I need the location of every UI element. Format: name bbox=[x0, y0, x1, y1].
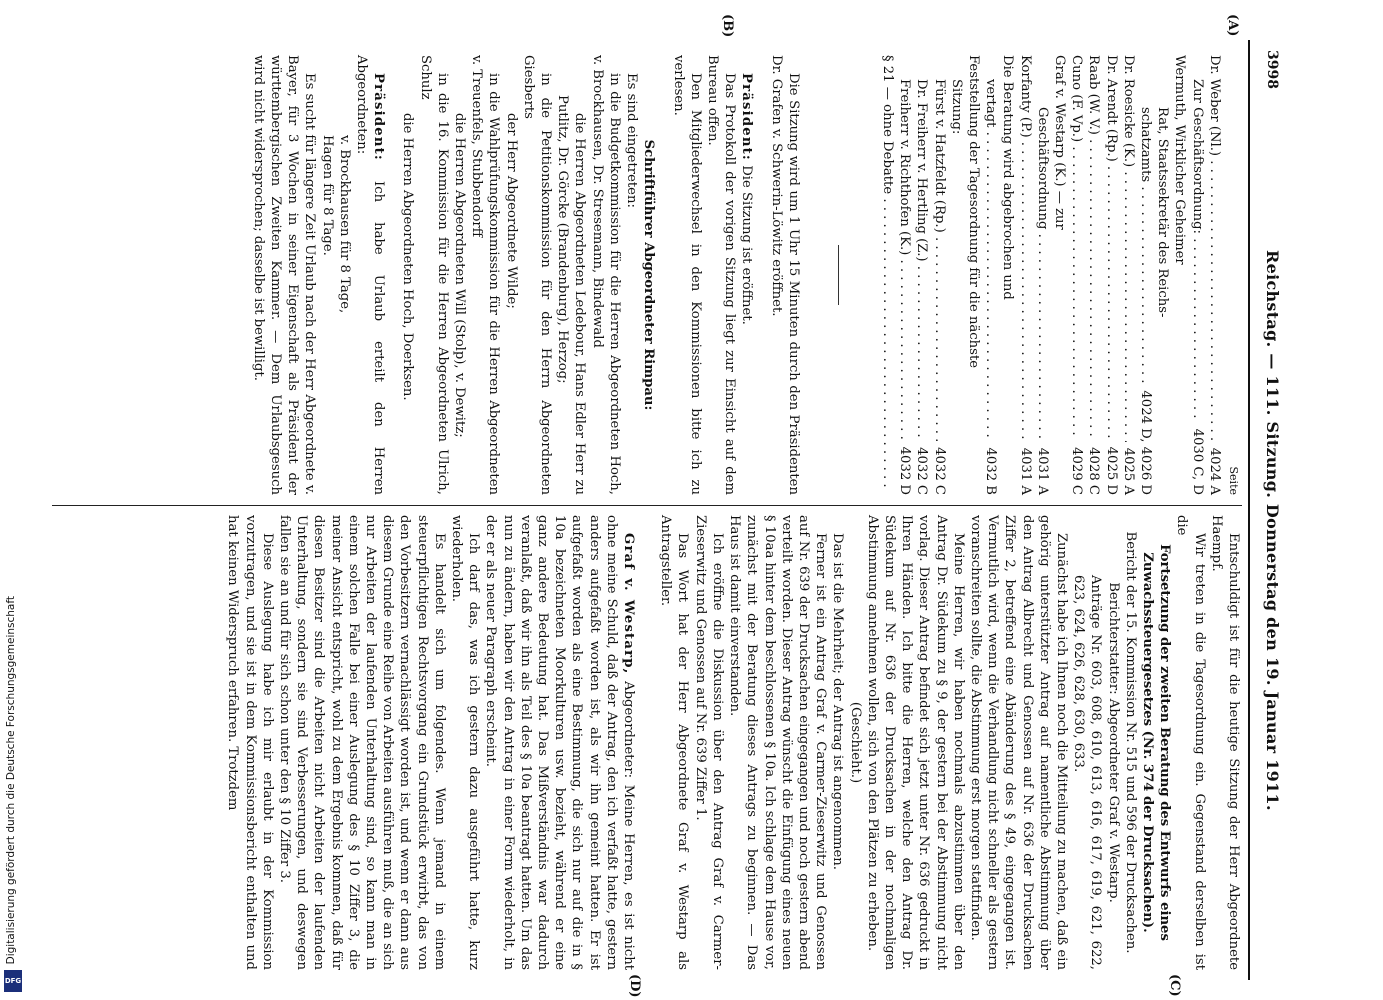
running-title: Reichstag. — 111. Sitzung. Donnerstag den 19. Januar 1911. bbox=[1263, 250, 1282, 811]
secretary-line-9: die Herren Abgeordneten Hoch, Doerksen. bbox=[400, 113, 416, 401]
toc-entry-name: Dr. Arendt (Rp.) . . . bbox=[1102, 55, 1119, 441]
president-statement-1 bbox=[738, 55, 755, 495]
page-header bbox=[1254, 0, 1288, 1000]
toc-entry-name: Raab (W. V.) . . . bbox=[1085, 55, 1102, 441]
toc-entry-name: Freiherr v. Richthofen (K.) . . . bbox=[896, 79, 913, 441]
secretary-line-7: die Herren Abgeordneten Will (Stolp), v. Dewitz; bbox=[452, 113, 468, 438]
toc-entry bbox=[1206, 55, 1223, 495]
page-number: 3998 bbox=[1264, 50, 1280, 89]
statement-text: Ich habe Urlaub erteilt den Herren Abgeordneten: bbox=[354, 55, 387, 495]
toc-entry-name: Geschäftsordnung . . . bbox=[1034, 107, 1051, 442]
funding-note: Digitalisierung gefördert durch die Deutsche Forschungsgemeinschaft bbox=[5, 595, 17, 964]
toc-list bbox=[896, 55, 1223, 495]
secretary-line-6: in die Wahlprüfungskommission für die Herren Abgeordneten v. Treuenfels, Stubbendorff bbox=[469, 55, 502, 495]
toc-entry-page: 4028 C bbox=[1086, 447, 1102, 495]
toc-entry-page: 4025 D bbox=[1103, 446, 1119, 495]
toc-entry-page: 4032 D bbox=[897, 446, 913, 495]
section-divider bbox=[838, 245, 839, 305]
toc-entry-name: Cuno (F. Vp.) . . . bbox=[1068, 55, 1085, 441]
leave-item-2: Hagen für 8 Tage. bbox=[319, 135, 335, 256]
toc-entry bbox=[982, 55, 999, 495]
toc-entry-page: 4031 A bbox=[1017, 447, 1033, 495]
margin-mark-d: (D) bbox=[627, 974, 642, 998]
speaker-role: Abgeordneter: bbox=[621, 681, 637, 779]
speech-paragraph-2: Ich darf das, was ich gestern dazu ausgeführt hatte, kurz wiederholen. bbox=[449, 515, 482, 970]
speaker-label: Präsident: bbox=[371, 73, 387, 162]
toc-entry-page: 4032 B bbox=[983, 447, 999, 495]
toc-entry-name: vertagt . . . bbox=[982, 79, 999, 442]
secretary-line-4: in die Petitionskommission für den Herrn Abgeordneten Giesberts bbox=[520, 55, 554, 495]
paragraph-agenda: Wir treten in die Tagesordnung ein. Gegenstand derselben ist die bbox=[1174, 515, 1207, 970]
paragraph-discussion: Ich eröffne die Diskussion über den Antrag Graf v. Carmer-Zieserwitz und Genossen auf Nr. 639 Ziffer 1. bbox=[692, 515, 725, 970]
paragraph-new-motion: Ferner ist ein Antrag Graf v. Carmer-Zieserwitz und Genossen auf Nr. 639 der Drucksachen eingegangen und noch gestern abend verteilt worden. Dieser Antrag wünscht die Einfügung eines neuen § 10aa hinter dem beschlossenen § 10a. Ich schlage dem Hause vor, zunächst mit der Beratung dieses Antrags zu beginnen. — Das Haus ist damit einverstanden. bbox=[727, 515, 829, 970]
paragraph-excused: Entschuldigt ist für die heutige Sitzung der Herr Abgeordnete Haempf. bbox=[1208, 515, 1241, 970]
toc-entry-page: 4024 D, 4026 D bbox=[1137, 390, 1153, 495]
leave-item-1: v. Brockhausen für 8 Tage, bbox=[336, 135, 352, 314]
toc-entry bbox=[930, 55, 947, 495]
president-statement-2: Das Protokoll der vorigen Sitzung liegt zur Einsicht auf dem Bureau offen. bbox=[704, 55, 738, 495]
toc-entry-page: 4032 C bbox=[914, 447, 930, 495]
toc-entry-page: 4029 C bbox=[1069, 447, 1085, 495]
toc-entry bbox=[1051, 55, 1068, 495]
secretary-line-2: in die Budgetkommission für die Herren Abgeordneten Hoch, v. Brockhausen, Dr. Stresemann, Bindewald bbox=[589, 55, 622, 495]
table-of-contents bbox=[879, 55, 1242, 495]
right-column bbox=[224, 515, 1242, 970]
column-divider bbox=[52, 505, 1242, 506]
president-statement-5: Es sucht für längere Zeit Urlaub nach der Herr Abgeordnete v. Bayer, für 3 Wochen in seiner Eigenschaft als Präsident der württembergischen Zweiten Kammer. — Dem Urlaubsgesuch wird nicht widersprochen; dasselbe ist bewilligt. bbox=[250, 55, 318, 495]
margin-mark-c: (C) bbox=[1167, 974, 1182, 997]
paragraph-vote: Meine Herren, wir haben nochmals abzustimmen über den Antrag Dr. Südekum zu § 9, der gestern bei der Abstimmung nicht vorlag. Dieser Antrag befindet sich jetzt unter Nr. 636 gedruckt in Ihren Händen. Ich bitte die Herren, welche den Antrag Dr. Südekum auf Nr. 636 der Drucksachen in der nochmaligen Abstimmung annehmen wollen, sich von den Plätzen zu erheben. bbox=[864, 515, 966, 970]
toc-entry-name: Dr. Roesicke (K.) . . . bbox=[1120, 55, 1137, 442]
toc-entry bbox=[1188, 55, 1205, 495]
president-statement-4 bbox=[353, 55, 387, 495]
toc-entry bbox=[1120, 55, 1137, 495]
toc-entry bbox=[1068, 55, 1085, 495]
opening-paragraph: Die Sitzung wird um 1 Uhr 15 Minuten durch den Präsidenten Dr. Grafen v. Schwerin-Löwitz eröffnet. bbox=[768, 55, 801, 495]
secretary-line-8: in die 16. Kommission für die Herren Abgeordneten Ulrich, Schulz bbox=[417, 55, 450, 495]
header-rule bbox=[1248, 40, 1250, 980]
toc-entry bbox=[1137, 55, 1154, 495]
margin-mark-a: (A) bbox=[1225, 14, 1240, 37]
toc-entry bbox=[965, 55, 982, 495]
toc-entry-name: Feststellung der Tagesordnung für die nächste bbox=[965, 55, 981, 369]
toc-entry bbox=[948, 55, 965, 495]
toc-entry-name: Sitzung: bbox=[948, 79, 964, 135]
toc-entry-name: Dr. Freiherr v. Hertling (Z.) . . . bbox=[913, 79, 930, 441]
footer-credit bbox=[3, 595, 25, 994]
toc-entry-page: 4030 C, D bbox=[1189, 428, 1205, 495]
dfg-logo: DFG bbox=[4, 970, 22, 992]
motions-list: Anträge Nr. 603, 608, 610, 613, 616, 617, 619, 621, 622, 623, 624, 626, 628, 630, 633. bbox=[1071, 575, 1104, 970]
toc-entry-name: Rat, Staatssekretär des Reichs- bbox=[1155, 107, 1171, 318]
agenda-item-title: Fortsetzung der zweiten Beratung des Entwurfs eines Zuwachssteuergesetzes (Nr. 374 der Drucksachen). bbox=[1139, 544, 1173, 941]
paragraph-floor: Das Wort hat der Herr Abgeordnete Graf v. Westarp als Antragsteller. bbox=[658, 515, 691, 970]
toc-para-21: § 21 — ohne Debatte . . . bbox=[879, 55, 896, 495]
secretary-line-3: die Herren Abgeordneten Ledebour, Hans Edler Herr zu Putlitz, Dr. Görcke (Brandenburg), Herzog; bbox=[555, 95, 588, 495]
toc-entry-page: 4024 A bbox=[1206, 447, 1222, 495]
seite-label: Seite bbox=[1227, 466, 1240, 495]
speaker-label: Präsident: bbox=[739, 73, 755, 162]
paragraph-roll-call: Zunächst habe ich Ihnen noch die Mitteilung zu machen, daß ein gehörig unterstützter Antrag auf namentliche Abstimmung über den Antrag Albrecht und Genossen auf Nr. 636 der Drucksachen Ziffer 2, betreffend eine Abänderung des § 49, eingegangen ist. Vermutlich wird, wenn die Verhandlung nicht schneller als gestern voranschreiten sollte, die Abstimmung erst morgen stattfinden. bbox=[967, 515, 1069, 970]
toc-entry-name: schatzamts . . . bbox=[1137, 107, 1154, 384]
margin-mark-b: (B) bbox=[720, 14, 735, 38]
toc-entry-page: 4025 A bbox=[1120, 447, 1136, 495]
left-column bbox=[250, 55, 1242, 495]
toc-entry-name: Korfanty (P.) . . . bbox=[1016, 55, 1033, 442]
toc-entry bbox=[1171, 55, 1188, 495]
speech-westarp bbox=[482, 515, 637, 970]
speech-paragraph-4: Diese Auslegung habe ich mir erlaubt in der Kommission vorzutragen, und sie ist in dem Kommissionsbericht enthalten und hat keinen Widerspruch erfahren. Trotzdem bbox=[225, 515, 275, 970]
toc-entry-page bbox=[965, 368, 982, 374]
secretary-line-5: der Herr Abgeordnete Wilde; bbox=[503, 113, 519, 309]
toc-entry bbox=[1102, 55, 1119, 495]
toc-entry-page bbox=[948, 134, 965, 140]
speaker-name: Graf v. Westarp, bbox=[621, 533, 637, 675]
toc-entry bbox=[999, 55, 1016, 495]
toc-entry-name: Wermuth, Wirklicher Geheimer bbox=[1172, 55, 1188, 265]
toc-entry bbox=[1034, 55, 1051, 495]
toc-entry-page: 4031 A bbox=[1034, 447, 1050, 495]
toc-entry bbox=[896, 55, 913, 495]
president-statement-3: Den Mitgliederwechsel in den Kommissionen bitte ich zu verlesen. bbox=[670, 55, 703, 495]
toc-entry-page: 4032 C bbox=[931, 447, 947, 495]
toc-entry bbox=[1085, 55, 1102, 495]
toc-entry-page bbox=[999, 300, 1016, 306]
statement-text: Die Sitzung ist eröffnet. bbox=[739, 165, 755, 325]
speech-text: Meine Herren, es ist nicht ohne meine Schuld, daß der Antrag, den ich verfaßt hatte, gestern anders aufgefaßt worden ist, als wir ihn gemeint hatten. Er ist aufgefaßt worden als eine Bestimmung, die sich nur auf die in § 10a bezeichneten Moorkulturen usw. bezieht, während er eine ganz andere Bedeutung hat. Das Mißverständnis war dadurch veranlaßt, daß wir ihn als Teil des § 10a beantragt hatten. Um das nun zu ändern, haben wir den Antrag in einer Form wiederholt, in der er als neuer Paragraph erscheint. bbox=[483, 515, 637, 970]
toc-entry-name: Die Beratung wird abgebrochen und bbox=[1000, 55, 1016, 300]
toc-entry-page bbox=[1171, 265, 1188, 271]
toc-entry-name: Zur Geschäftsordnung: . . . bbox=[1188, 79, 1205, 423]
stage-direction: (Geschieht.) bbox=[847, 701, 863, 784]
toc-entry bbox=[1016, 55, 1033, 495]
toc-entry bbox=[1154, 55, 1171, 495]
paragraph-result: Das ist die Mehrheit; der Antrag ist angenommen. bbox=[830, 533, 846, 870]
toc-entry-page bbox=[1051, 230, 1068, 236]
toc-entry-name: Fürst v. Hatzfeldt (Rp.) . . . bbox=[930, 79, 947, 441]
rapporteur: Berichterstatter: Abgeordneter Graf v. Westarp. bbox=[1105, 582, 1121, 903]
secretary-line-1: Es sind eingetreten: bbox=[624, 73, 640, 208]
toc-entry-page bbox=[1154, 318, 1171, 324]
toc-entry-name: Graf v. Westarp (K.) — zur bbox=[1051, 55, 1067, 230]
committee-report: Bericht der 15. Kommission Nr. 515 und 596 der Drucksachen. bbox=[1122, 531, 1138, 954]
speech-paragraph-3: Es handelt sich um folgendes. Wenn jemand in einem steuerpflichtigen Rechtsvorgang ein Grundstück erwirbt, das von den Vorbesitzern vernachlässigt worden ist, und wenn er dann aus diesem Grunde eine Reihe von Arbeiten ausführen muß, die an sich nur Arbeiten der laufenden Unterhaltung sind, so kann man in einem solchen Falle bei einer Auslegung des § 10 Ziffer 3, die meiner Ansicht entspricht, wohl zu dem Ergebnis kommen, daß für diesen Besitzer sind die Arbeiten nicht Arbeiten der laufenden Unterhaltung, sondern sie sind Verbesserungen, und deswegen fallen sie an und für sich schon unter den § 10 Ziffer 3. bbox=[277, 515, 447, 970]
toc-entry bbox=[913, 55, 930, 495]
secretary-label: Schriftführer Abgeordneter Rimpau: bbox=[641, 139, 657, 411]
toc-entry-name: Dr. Weber (Nl.) . . . bbox=[1206, 55, 1223, 442]
